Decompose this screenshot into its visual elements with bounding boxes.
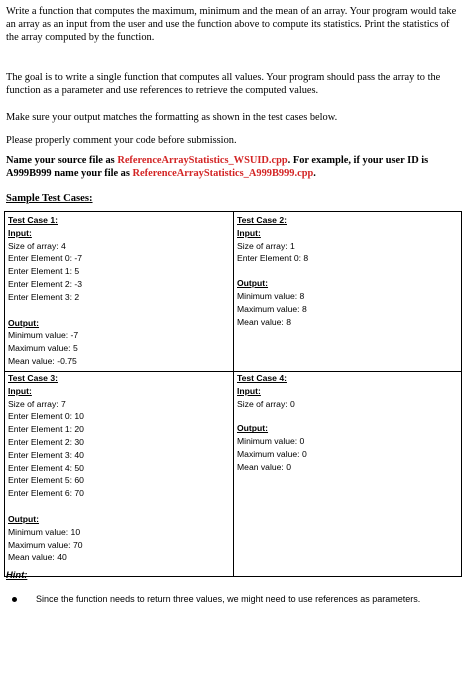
test-case-1-input-label: Input:: [8, 227, 32, 238]
hint-heading: Hint:: [6, 569, 28, 580]
output-line: Maximum value: 8: [237, 303, 307, 314]
input-line: Enter Element 3: 40: [8, 449, 84, 460]
filename-template: ReferenceArrayStatistics_WSUID.cpp: [117, 155, 288, 166]
output-line: Mean value: 8: [237, 316, 291, 327]
filename-instruction: [6, 154, 458, 180]
input-line: Size of array: 1: [237, 240, 295, 251]
test-case-4-title: Test Case 4:: [237, 373, 287, 383]
input-line: Enter Element 0: 10: [8, 411, 84, 422]
output-line: Maximum value: 5: [8, 343, 78, 354]
test-case-2-output-label: Output:: [237, 278, 269, 289]
intro-paragraph-1: Write a function that computes the maximum, minimum and the mean of an array. Your program would take an array as an input from the user and use the function above to compute its statistics. Print the statistics of the array computed by the function.: [6, 6, 457, 44]
hint-bullet-text: Since the function needs to return three values, we might need to use references as parameters.: [36, 594, 421, 604]
output-line: Maximum value: 0: [237, 448, 307, 459]
input-line: Enter Element 0: -7: [8, 253, 83, 264]
filename-text-c: .: [313, 168, 316, 180]
output-line: Minimum value: 0: [237, 436, 305, 447]
input-line: Size of array: 7: [8, 398, 66, 409]
input-line: Enter Element 3: 2: [8, 291, 80, 302]
input-line: Enter Element 1: 20: [8, 424, 84, 435]
test-cases-table: [4, 211, 462, 577]
test-case-3: [8, 372, 84, 564]
test-case-2: [237, 214, 308, 328]
test-case-4: [237, 372, 307, 474]
input-line: Enter Element 1: 5: [8, 266, 80, 277]
intro-paragraph-3: Make sure your output matches the formatting as shown in the test cases below.: [6, 112, 338, 123]
filename-text-b: . For example, if your user ID is A999B999 name your file as: [6, 155, 429, 180]
output-line: Minimum value: -7: [8, 330, 79, 341]
input-line: Enter Element 0: 8: [237, 253, 309, 264]
test-case-3-output-label: Output:: [8, 513, 40, 524]
test-case-1-title: Test Case 1:: [8, 215, 58, 225]
output-line: Mean value: -0.75: [8, 355, 77, 366]
test-case-1: [8, 214, 82, 368]
test-case-2-input-label: Input:: [237, 227, 261, 238]
input-line: Enter Element 4: 50: [8, 462, 84, 473]
input-line: Enter Element 2: 30: [8, 436, 84, 447]
test-case-4-output-label: Output:: [237, 423, 269, 434]
output-line: Mean value: 0: [237, 461, 291, 472]
filename-text-a: Name your source file as: [6, 155, 118, 166]
input-line: Enter Element 5: 60: [8, 475, 84, 486]
test-case-4-input-label: Input:: [237, 385, 261, 396]
test-case-2-title: Test Case 2:: [237, 215, 287, 225]
input-line: Enter Element 2: -3: [8, 278, 83, 289]
output-line: Minimum value: 8: [237, 290, 305, 301]
output-line: Mean value: 40: [8, 552, 67, 563]
input-line: Enter Element 6: 70: [8, 488, 84, 499]
bullet-icon: [12, 597, 17, 602]
test-case-1-output-label: Output:: [8, 317, 40, 328]
input-line: Size of array: 4: [8, 240, 66, 251]
input-line: Size of array: 0: [237, 398, 295, 409]
output-line: Maximum value: 70: [8, 539, 83, 550]
filename-example: ReferenceArrayStatistics_A999B999.cpp: [132, 168, 314, 180]
hint-bullet: [12, 594, 420, 604]
intro-paragraph-2: The goal is to write a single function that computes all values. Your program should pass the array to the function as a parameter and use references to retrieve the computed values.: [6, 72, 441, 97]
test-case-3-title: Test Case 3:: [8, 373, 58, 383]
table-divider-vertical: [233, 212, 234, 576]
sample-test-cases-heading: Sample Test Cases:: [6, 193, 93, 204]
test-case-3-input-label: Input:: [8, 385, 32, 396]
output-line: Minimum value: 10: [8, 526, 81, 537]
intro-paragraph-4: Please properly comment your code before submission.: [6, 135, 237, 146]
